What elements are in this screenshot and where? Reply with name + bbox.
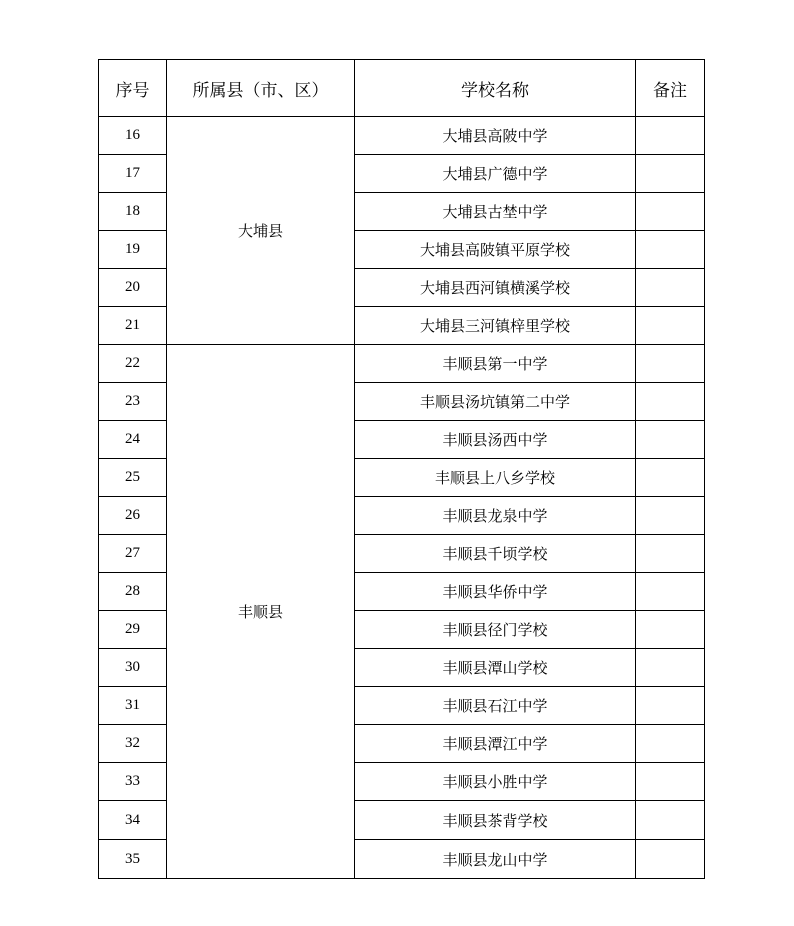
remark-cell [636, 231, 705, 269]
row-index: 23 [99, 383, 167, 421]
school-name: 大埔县西河镇横溪学校 [355, 269, 636, 307]
remark-cell [636, 840, 705, 879]
row-index: 33 [99, 763, 167, 801]
row-index: 18 [99, 193, 167, 231]
row-index: 27 [99, 535, 167, 573]
header-remark: 备注 [636, 60, 705, 117]
school-name: 丰顺县上八乡学校 [355, 459, 636, 497]
header-county: 所属县（市、区） [167, 60, 355, 117]
remark-cell [636, 269, 705, 307]
school-name: 丰顺县汤坑镇第二中学 [355, 383, 636, 421]
remark-cell [636, 649, 705, 687]
row-index: 31 [99, 687, 167, 725]
school-name: 丰顺县第一中学 [355, 345, 636, 383]
row-index: 20 [99, 269, 167, 307]
row-index: 29 [99, 611, 167, 649]
row-index: 28 [99, 573, 167, 611]
school-name: 丰顺县华侨中学 [355, 573, 636, 611]
remark-cell [636, 763, 705, 801]
header-index: 序号 [99, 60, 167, 117]
remark-cell [636, 307, 705, 345]
row-index: 34 [99, 801, 167, 840]
remark-cell [636, 421, 705, 459]
school-name: 大埔县古埜中学 [355, 193, 636, 231]
row-index: 16 [99, 117, 167, 155]
remark-cell [636, 801, 705, 840]
header-row [99, 60, 705, 117]
remark-cell [636, 383, 705, 421]
remark-cell [636, 573, 705, 611]
remark-cell [636, 611, 705, 649]
school-name: 丰顺县潭山学校 [355, 649, 636, 687]
school-name: 丰顺县龙泉中学 [355, 497, 636, 535]
remark-cell [636, 535, 705, 573]
row-index: 32 [99, 725, 167, 763]
table-row [99, 345, 705, 383]
school-name: 丰顺县径门学校 [355, 611, 636, 649]
school-name: 丰顺县石江中学 [355, 687, 636, 725]
remark-cell [636, 459, 705, 497]
school-name: 大埔县高陂镇平原学校 [355, 231, 636, 269]
row-index: 21 [99, 307, 167, 345]
county-cell-fengshun: 丰顺县 [167, 345, 355, 879]
remark-cell [636, 117, 705, 155]
row-index: 25 [99, 459, 167, 497]
county-cell-dapu: 大埔县 [167, 117, 355, 345]
school-name: 大埔县高陂中学 [355, 117, 636, 155]
remark-cell [636, 687, 705, 725]
remark-cell [636, 725, 705, 763]
school-name: 丰顺县茶背学校 [355, 801, 636, 840]
table-row [99, 117, 705, 155]
remark-cell [636, 345, 705, 383]
school-name: 丰顺县龙山中学 [355, 840, 636, 879]
school-name: 大埔县广德中学 [355, 155, 636, 193]
school-name: 丰顺县汤西中学 [355, 421, 636, 459]
remark-cell [636, 497, 705, 535]
school-name: 大埔县三河镇梓里学校 [355, 307, 636, 345]
row-index: 26 [99, 497, 167, 535]
row-index: 19 [99, 231, 167, 269]
remark-cell [636, 193, 705, 231]
header-school: 学校名称 [355, 60, 636, 117]
row-index: 24 [99, 421, 167, 459]
row-index: 35 [99, 840, 167, 879]
school-name: 丰顺县小胜中学 [355, 763, 636, 801]
row-index: 17 [99, 155, 167, 193]
school-table [98, 59, 705, 879]
row-index: 30 [99, 649, 167, 687]
document-page [98, 59, 704, 879]
school-name: 丰顺县潭江中学 [355, 725, 636, 763]
remark-cell [636, 155, 705, 193]
row-index: 22 [99, 345, 167, 383]
school-name: 丰顺县千顷学校 [355, 535, 636, 573]
